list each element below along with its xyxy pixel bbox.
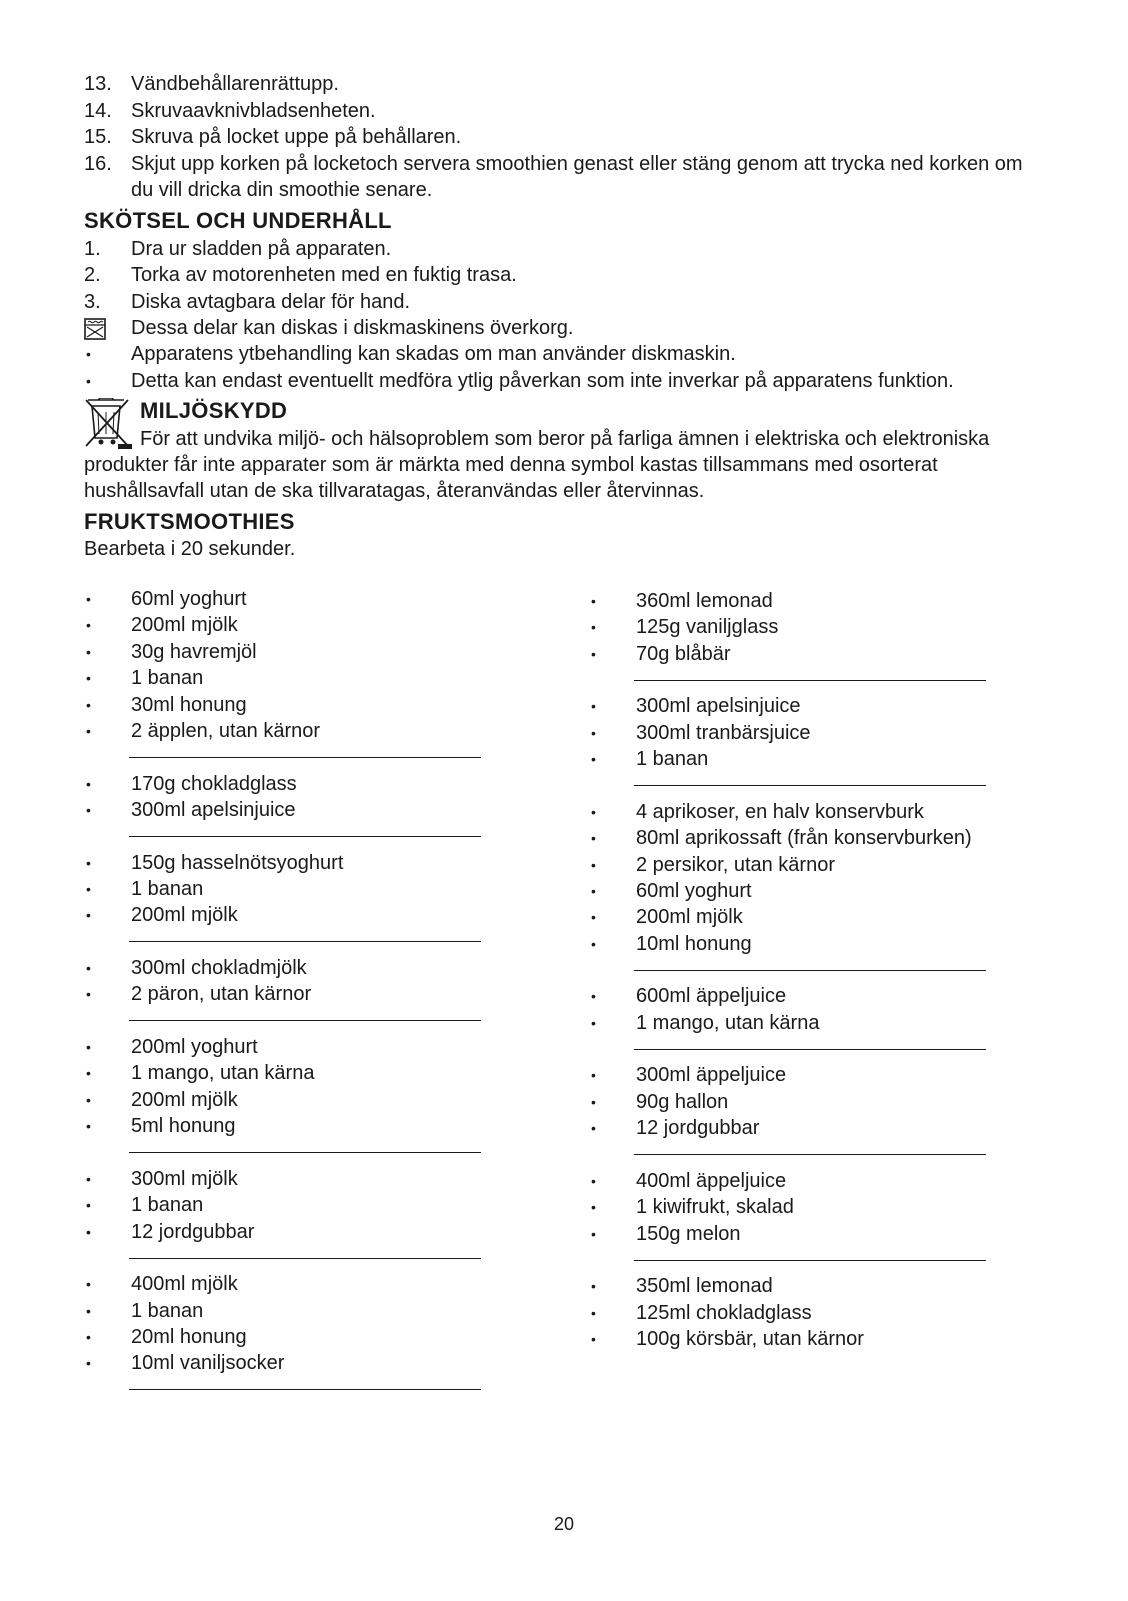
bullet-dot: •: [86, 1039, 91, 1055]
bullet-dot: •: [591, 909, 596, 926]
care-bullet: Detta kan endast eventuellt medföra ytlig påverkan som inte inverkar på apparatens funktion.: [131, 370, 954, 392]
recipe-ingredient: 125ml chokladglass: [636, 1301, 812, 1324]
recipe-ingredient: 5ml honung: [131, 1115, 236, 1138]
recipe-divider: [634, 1154, 986, 1155]
recipe-ingredient: 2 äpplen, utan kärnor: [131, 720, 321, 742]
dishwasher-note: Dessa delar kan diskas i diskmaskinens överkorg.: [131, 317, 574, 339]
bullet-dot: •: [86, 696, 91, 713]
dishwasher-top-rack-icon: [84, 318, 106, 340]
recipe-ingredient: 350ml lemonad: [636, 1275, 773, 1298]
bullet-dot: •: [591, 1225, 596, 1242]
recipe-ingredient: 1 banan: [636, 748, 709, 771]
recipe-ingredient: 12 jordgubbar: [636, 1117, 760, 1140]
recipe-ingredient: 200ml mjölk: [636, 906, 743, 929]
recipe-ingredient: 200ml mjölk: [131, 1088, 238, 1111]
bullet-dot: •: [86, 986, 91, 1003]
recipe-ingredient: 300ml tranbärsjuice: [636, 721, 811, 744]
bullet-dot: •: [591, 1014, 596, 1031]
recipe-ingredient: 1 mango, utan kärna: [131, 1062, 315, 1085]
bullet-dot: •: [86, 617, 91, 634]
recipe-divider: [129, 1258, 481, 1259]
bullet-dot: •: [591, 698, 596, 715]
bullet-dot: •: [591, 1120, 596, 1137]
recipe-ingredient: 60ml yoghurt: [636, 880, 752, 902]
bullet-dot: •: [86, 1197, 91, 1214]
bullet-dot: •: [591, 724, 596, 741]
environment-text: produkter får inte apparater som är märkta med denna symbol kastas tillsammans med osorterat: [84, 454, 938, 476]
bullet-dot: •: [86, 591, 91, 607]
recipe-ingredient: 150g hasselnötsyoghurt: [131, 851, 344, 874]
bullet-dot: •: [86, 1223, 91, 1240]
bullet-dot: •: [591, 830, 596, 847]
step-text: Skruvaavknivbladsenheten.: [131, 100, 376, 122]
bullet-dot: •: [86, 1118, 91, 1135]
bullet-dot: •: [86, 1065, 91, 1082]
recipe-divider: [634, 680, 986, 681]
recipe-ingredient: 90g hallon: [636, 1090, 729, 1113]
care-bullet: Apparatens ytbehandling kan skadas om man använder diskmaskin.: [131, 343, 736, 365]
recipe-ingredient: 200ml yoghurt: [131, 1036, 258, 1058]
recipe-divider: [634, 785, 986, 786]
bullet-dot: •: [591, 593, 596, 609]
step-text: Skjut upp korken på locketoch servera smoothien genast eller stäng genom att trycka ned korken om: [131, 153, 1023, 175]
bullet-dot: •: [591, 645, 596, 662]
bullet-dot: •: [591, 1304, 596, 1321]
bullet-dot: •: [86, 960, 91, 976]
recipe-ingredient: 10ml vaniljsocker: [131, 1352, 285, 1375]
step-text: Dra ur sladden på apparaten.: [131, 238, 392, 260]
bullet-dot: •: [86, 1355, 91, 1372]
step-text: Vändbehållarenrättupp.: [131, 73, 339, 95]
recipe-divider: [129, 836, 481, 837]
environment-text: hushållsavfall utan de ska tillvaratagas, återanvändas eller återvinnas.: [84, 480, 705, 502]
recipe-ingredient: 1 banan: [131, 667, 204, 690]
crossed-bin-weee-icon: [84, 398, 134, 450]
recipe-ingredient: 300ml mjölk: [131, 1167, 238, 1190]
recipe-ingredient: 10ml honung: [636, 932, 752, 955]
bullet-dot: •: [591, 619, 596, 636]
step-number: 16.: [84, 153, 112, 175]
bullet-dot: •: [591, 883, 596, 899]
environment-heading: MILJÖSKYDD: [140, 398, 288, 423]
recipe-ingredient: 12 jordgubbar: [131, 1220, 255, 1243]
bullet-dot: •: [591, 1278, 596, 1295]
recipe-ingredient: 200ml mjölk: [131, 614, 238, 637]
bullet-dot: •: [86, 1276, 91, 1293]
bullet-dot: •: [591, 856, 596, 873]
bullet-dot: •: [86, 643, 91, 660]
step-number: 13.: [84, 73, 112, 95]
environment-text: För att undvika miljö- och hälsoproblem som beror på farliga ämnen i elektriska och elektroniska: [140, 428, 990, 450]
recipe-divider: [129, 757, 481, 758]
recipe-divider: [634, 1049, 986, 1050]
bullet-dot: •: [86, 723, 91, 739]
step-text: Torka av motorenheten med en fuktig trasa.: [131, 264, 517, 286]
page-number: 20: [553, 1514, 575, 1534]
recipe-ingredient: 60ml yoghurt: [131, 588, 247, 610]
recipe-ingredient: 100g körsbär, utan kärnor: [636, 1328, 864, 1350]
smoothies-subtitle: Bearbeta i 20 sekunder.: [84, 538, 296, 560]
step-number: 3.: [84, 291, 101, 313]
recipe-ingredient: 1 banan: [131, 878, 204, 900]
bullet-dot: •: [591, 1172, 596, 1189]
bullet-dot: •: [86, 1329, 91, 1345]
recipe-ingredient: 300ml apelsinjuice: [636, 695, 801, 718]
recipe-divider: [129, 1020, 481, 1021]
recipe-ingredient: 400ml mjölk: [131, 1273, 238, 1296]
bullet-dot: •: [591, 751, 596, 768]
bullet-dot: •: [591, 803, 596, 820]
recipe-divider: [129, 1152, 481, 1153]
bullet-dot: •: [86, 1302, 91, 1319]
recipe-ingredient: 170g chokladglass: [131, 772, 297, 795]
recipe-ingredient: 20ml honung: [131, 1326, 247, 1348]
recipe-ingredient: 400ml äppeljuice: [636, 1169, 787, 1192]
care-heading: SKÖTSEL OCH UNDERHÅLL: [84, 208, 392, 233]
bullet-dot: •: [86, 670, 91, 687]
step-number: 15.: [84, 126, 112, 148]
recipe-ingredient: 300ml äppeljuice: [636, 1064, 787, 1087]
bullet-dot: •: [86, 1091, 91, 1108]
recipe-divider: [129, 1389, 481, 1390]
recipe-ingredient: 600ml äppeljuice: [636, 985, 787, 1008]
recipe-ingredient: 1 mango, utan kärna: [636, 1011, 820, 1034]
bullet-dot: •: [591, 1331, 596, 1347]
recipe-ingredient: 30ml honung: [131, 693, 247, 716]
recipe-ingredient: 2 päron, utan kärnor: [131, 983, 312, 1006]
recipe-divider: [634, 970, 986, 971]
recipe-ingredient: 30g havremjöl: [131, 640, 257, 663]
bullet-dot: •: [86, 373, 91, 389]
step-text: Diska avtagbara delar för hand.: [131, 291, 411, 313]
step-number: 2.: [84, 264, 101, 286]
bullet-dot: •: [591, 1199, 596, 1216]
smoothies-heading: FRUKTSMOOTHIES: [84, 509, 295, 534]
recipe-ingredient: 1 banan: [131, 1299, 204, 1322]
bullet-dot: •: [86, 881, 91, 897]
recipe-ingredient: 70g blåbär: [636, 642, 731, 665]
recipe-ingredient: 4 aprikoser, en halv konservburk: [636, 800, 924, 823]
recipe-ingredient: 150g melon: [636, 1222, 741, 1245]
recipe-ingredient: 200ml mjölk: [131, 904, 238, 927]
bullet-dot: •: [86, 346, 91, 362]
recipe-divider: [634, 1260, 986, 1261]
step-text-continued: du vill dricka din smoothie senare.: [131, 179, 433, 201]
recipe-ingredient: 80ml aprikossaft (från konservburken): [636, 827, 972, 850]
bullet-dot: •: [86, 802, 91, 818]
bullet-dot: •: [86, 1170, 91, 1187]
bullet-dot: •: [591, 1067, 596, 1084]
recipe-divider: [129, 941, 481, 942]
recipe-ingredient: 360ml lemonad: [636, 590, 773, 612]
recipe-ingredient: 1 banan: [131, 1194, 204, 1217]
bullet-dot: •: [591, 1093, 596, 1110]
bullet-dot: •: [591, 988, 596, 1005]
step-number: 14.: [84, 100, 112, 122]
step-text: Skruva på locket uppe på behållaren.: [131, 126, 462, 148]
bullet-dot: •: [86, 775, 91, 792]
step-number: 1.: [84, 238, 101, 260]
bullet-dot: •: [591, 935, 596, 952]
recipe-ingredient: 300ml chokladmjölk: [131, 957, 307, 979]
bullet-dot: •: [86, 907, 91, 924]
recipe-ingredient: 2 persikor, utan kärnor: [636, 853, 835, 876]
recipe-ingredient: 300ml apelsinjuice: [131, 799, 296, 821]
recipe-ingredient: 125g vaniljglass: [636, 616, 779, 639]
recipe-ingredient: 1 kiwifrukt, skalad: [636, 1196, 794, 1219]
bullet-dot: •: [86, 854, 91, 871]
